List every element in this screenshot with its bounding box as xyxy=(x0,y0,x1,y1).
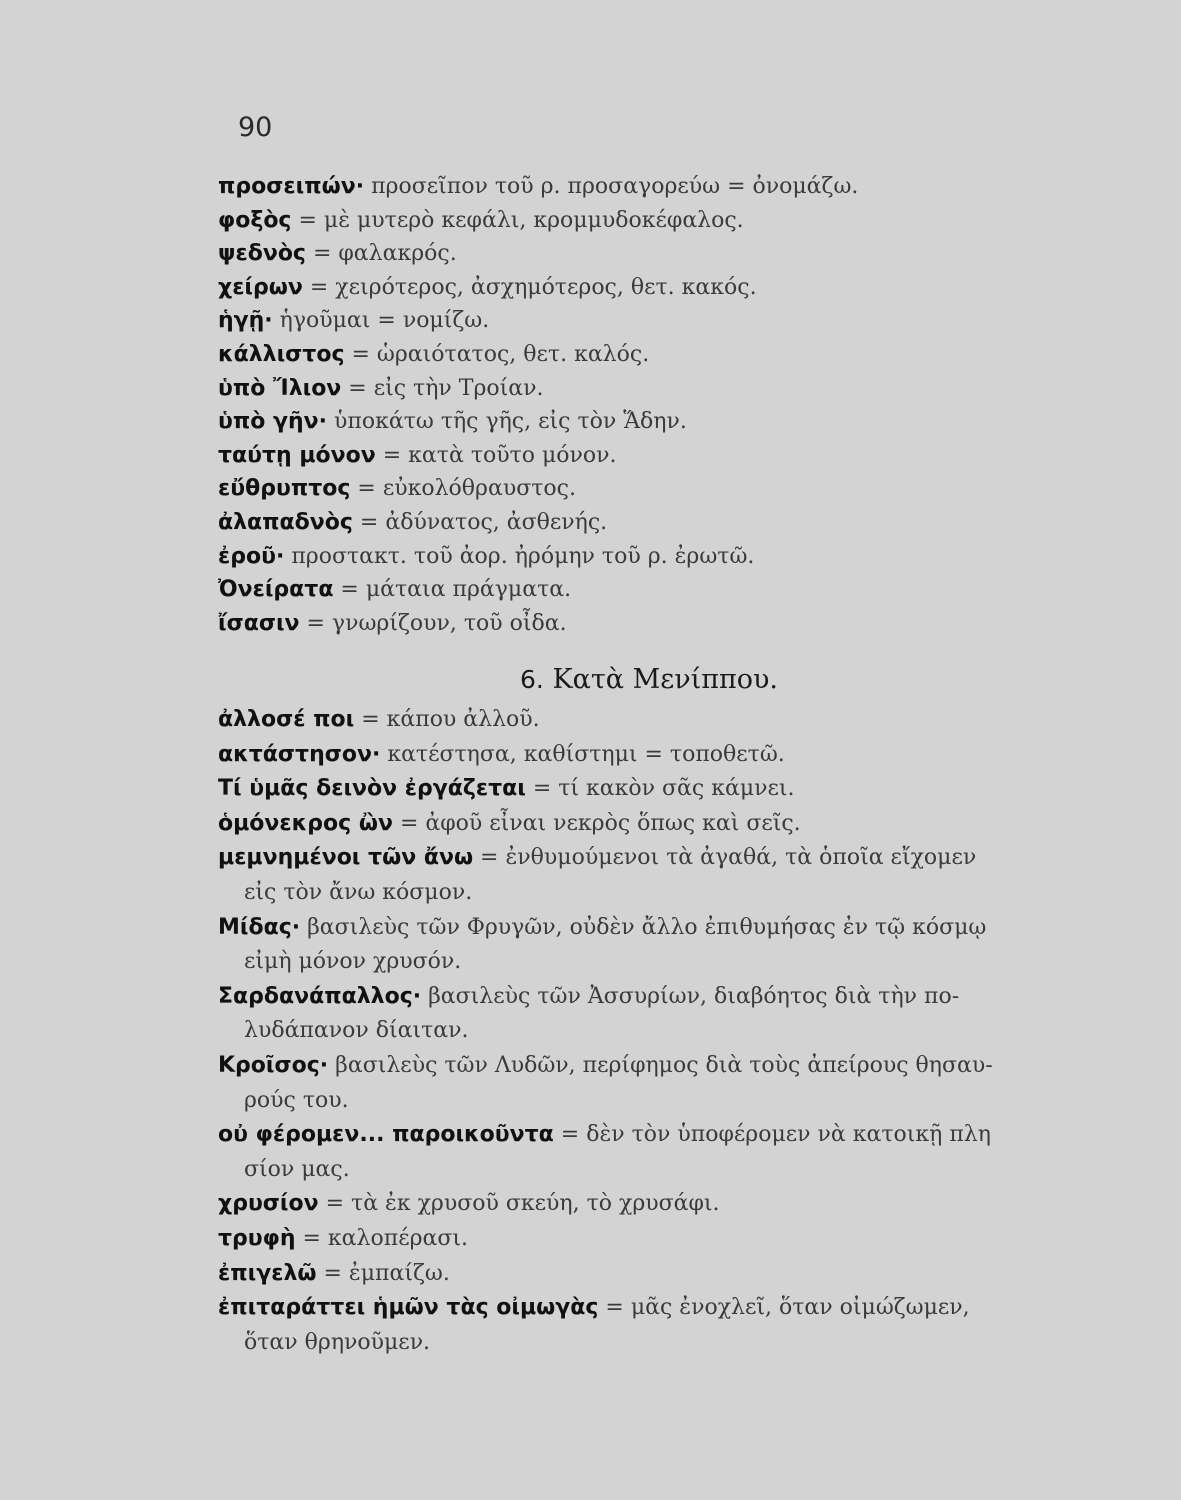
glossary-entry xyxy=(218,273,757,303)
entry-headword: χείρων xyxy=(218,274,303,300)
entry-definition: βασιλεὺς τῶν Φρυγῶν, οὐδὲν ἄλλο ἐπιθυμήσας ἐν τῷ κόσμῳ xyxy=(300,914,987,940)
entry-headword: Τί ὑμᾶς δεινὸν ἐργάζεται xyxy=(218,776,526,802)
glossary-entry xyxy=(218,774,795,804)
entry-headword: Κροῖσος· xyxy=(218,1053,329,1078)
glossary-entry xyxy=(218,206,744,236)
entry-definition: κατέστησα, καθίστημι = τοποθετῶ. xyxy=(380,741,785,767)
glossary-entry xyxy=(218,1224,468,1254)
entry-headword: τρυφὴ xyxy=(218,1226,296,1251)
entry-definition: = τί κακὸν σᾶς κάμνει. xyxy=(525,776,795,802)
glossary-entry xyxy=(218,1259,450,1289)
glossary-continuation xyxy=(244,878,472,908)
glossary-continuation xyxy=(244,1016,468,1046)
entry-definition: = ἐμπαίζω. xyxy=(316,1260,450,1286)
glossary-continuation xyxy=(244,947,461,977)
entry-headword: εὔθρυπτος xyxy=(218,476,351,502)
entry-definition: ὅταν θρηνοῦμεν. xyxy=(244,1329,431,1355)
entry-headword: ἐπιταράττει ἡμῶν τὰς οἰμωγὰς xyxy=(218,1295,599,1321)
entry-definition: προσεῖπον τοῦ ρ. προσαγορεύω = ὀνομάζω. xyxy=(364,174,859,199)
entry-headword: ἀλλοσέ ποι xyxy=(218,707,355,732)
entry-definition: λυδάπανον δίαιταν. xyxy=(244,1018,469,1044)
entry-definition: = ἀφοῦ εἶναι νεκρὸς ὅπως καὶ σεῖς. xyxy=(392,810,801,836)
section-title: Κατὰ Μενίππου. xyxy=(552,664,778,695)
entry-definition: ρούς του. xyxy=(244,1087,349,1113)
entry-definition: = εὐκολόθραυστος. xyxy=(350,476,576,502)
entry-headword: κάλλιστος xyxy=(218,342,345,367)
entry-headword: οὐ φέρομεν... παροικοῦντα xyxy=(218,1122,554,1148)
glossary-continuation xyxy=(244,1328,430,1358)
entry-definition: = εἰς τὴν Τροίαν. xyxy=(341,375,544,401)
entry-definition: εἰς τὸν ἄνω κόσμον. xyxy=(244,880,473,905)
entry-definition: = μᾶς ἐνοχλεῖ, ὅταν οἰμώζωμεν, xyxy=(598,1295,970,1321)
entry-headword: ακτάστησον· xyxy=(218,741,381,767)
glossary-entry xyxy=(218,239,457,269)
page-number: 90 xyxy=(238,112,273,143)
glossary-entry xyxy=(218,508,607,538)
glossary-entry xyxy=(218,374,543,404)
entry-definition: = μὲ μυτερὸ κεφάλι, κρομμυδοκέφαλος. xyxy=(291,207,744,233)
entry-headword: Ὀνείρατα xyxy=(218,577,334,603)
entry-definition: = χειρότερος, ἀσχημότερος, θετ. κακός. xyxy=(302,274,757,300)
entry-definition: = γνωρίζουν, τοῦ οἶδα. xyxy=(299,610,567,636)
entry-definition: προστακτ. τοῦ ἀορ. ἠρόμην τοῦ ρ. ἐρωτῶ. xyxy=(284,543,755,569)
entry-headword: ταύτῃ μόνον xyxy=(218,442,376,468)
glossary-entry xyxy=(218,441,617,471)
glossary-entry xyxy=(218,542,754,572)
entry-definition: = ὡραιότατος, θετ. καλός. xyxy=(344,342,650,367)
entry-definition: ἡγοῦμαι = νομίζω. xyxy=(272,308,490,334)
entry-headword: φοξὸς xyxy=(218,207,292,233)
glossary-entry xyxy=(218,306,489,336)
entry-headword: χρυσίον xyxy=(218,1191,319,1217)
entry-definition: = κάπου ἀλλοῦ. xyxy=(354,707,540,732)
section-heading xyxy=(520,664,778,695)
glossary-entry xyxy=(218,913,986,943)
glossary-entry xyxy=(218,575,571,605)
entry-headword: ὑπὸ γῆν· xyxy=(218,409,328,435)
entry-headword: ἐπιγελῶ xyxy=(218,1260,317,1286)
entry-headword: ἐροῦ· xyxy=(218,543,285,569)
glossary-entry xyxy=(218,740,785,770)
glossary-entry xyxy=(218,172,858,202)
entry-headword: ἡγῇ· xyxy=(218,308,273,334)
glossary-entry xyxy=(218,407,687,437)
glossary-entry xyxy=(218,982,959,1012)
entry-headword: προσειπών· xyxy=(218,174,365,199)
entry-headword: ὑπὸ Ἴλιον xyxy=(218,375,342,401)
glossary-entry xyxy=(218,843,976,873)
entry-definition: = φαλακρός. xyxy=(305,241,457,267)
glossary-continuation xyxy=(244,1155,350,1185)
glossary-entry xyxy=(218,1189,720,1219)
glossary-entry xyxy=(218,809,801,839)
entry-headword: Σαρδανάπαλλος· xyxy=(218,983,422,1009)
entry-definition: = δὲν τὸν ὑποφέρομεν νὰ κατοικῇ πλη xyxy=(553,1122,991,1148)
entry-definition: = καλοπέρασι. xyxy=(295,1226,469,1251)
entry-headword: ἴσασιν xyxy=(218,610,300,636)
entry-headword: μεμνημένοι τῶν ἄνω xyxy=(218,845,474,871)
entry-headword: ψεδνὸς xyxy=(218,241,306,267)
glossary-entry xyxy=(218,609,567,639)
glossary-entry xyxy=(218,1293,970,1323)
entry-definition: εἰμὴ μόνον χρυσόν. xyxy=(244,949,462,975)
entry-definition: ὑποκάτω τῆς γῆς, εἰς τὸν Ἅδην. xyxy=(327,409,687,435)
entry-definition: βασιλεὺς τῶν Λυδῶν, περίφημος διὰ τοὺς ἀπείρους θησαυ- xyxy=(328,1053,993,1078)
entry-headword: ὁμόνεκρος ὢν xyxy=(218,810,393,836)
entry-definition: = κατὰ τοῦτο μόνον. xyxy=(375,442,617,468)
glossary-continuation xyxy=(244,1086,349,1116)
glossary-entry xyxy=(218,1120,991,1150)
entry-definition: = μάταια πράγματα. xyxy=(333,577,572,603)
entry-headword: ἀλαπαδνὸς xyxy=(218,510,353,535)
entry-headword: Μίδας· xyxy=(218,914,301,940)
glossary-entry xyxy=(218,1051,993,1081)
entry-definition: = ἀδύνατος, ἀσθενής. xyxy=(352,510,608,535)
entry-definition: βασιλεὺς τῶν Ἀσσυρίων, διαβόητος διὰ τὴν πο- xyxy=(421,983,960,1009)
entry-definition: = ἐνθυμούμενοι τὰ ἀγαθά, τὰ ὁποῖα εἴχομεν xyxy=(473,845,977,871)
glossary-entry xyxy=(218,340,649,370)
entry-definition: σίον μας. xyxy=(244,1156,350,1182)
glossary-entry xyxy=(218,705,540,735)
glossary-entry xyxy=(218,474,576,504)
entry-definition: = τὰ ἐκ χρυσοῦ σκεύη, τὸ χρυσάφι. xyxy=(318,1191,720,1217)
section-number: 6. xyxy=(520,665,544,694)
